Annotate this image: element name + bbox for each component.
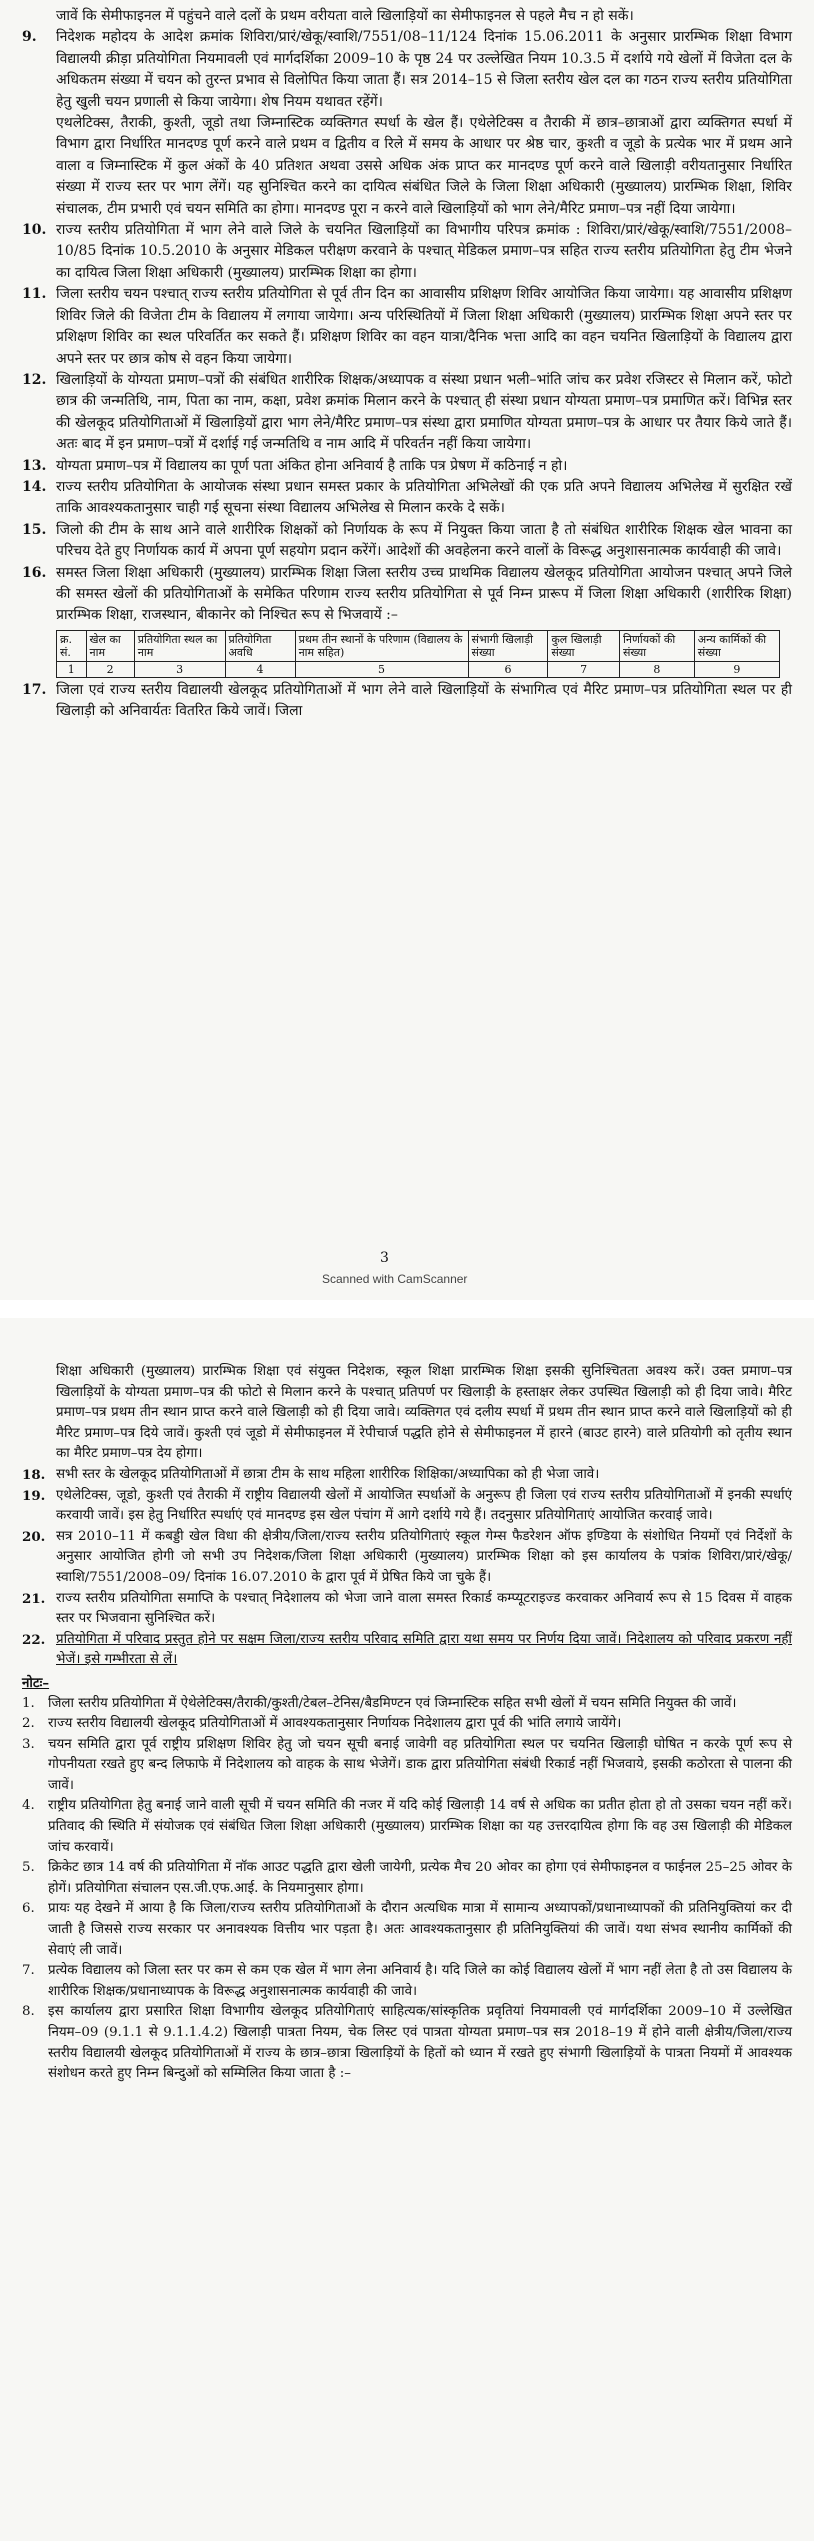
- note-item-4: [22, 1796, 792, 1858]
- item-number: 22.: [22, 1631, 46, 1648]
- page-separator: [0, 1300, 814, 1318]
- list-item-21: [22, 1589, 792, 1630]
- list-item-10: [22, 220, 792, 284]
- item-number: 10.: [22, 222, 47, 239]
- item-17-continuation: शिक्षा अधिकारी (मुख्यालय) प्रारम्भिक शिक्षा एवं संयुक्त निदेशक, स्कूल शिक्षा प्रारम्भिक शिक्षा इसकी सुनिश्चितता अवश्य करें। उक्त प्रमाण–पत्र खिलाड़ियों के योग्यता प्रमाण–पत्र की फोटो से मिलान करने के पश्चात् प्रतिपर्ण पर खिलाड़ी के हस्ताक्षर लेकर उपस्थित खिलाड़ी को ही दिया जावे। मैरिट प्रमाण–पत्र प्रथम तीन स्थान प्राप्त करने वाले खिलाड़ी को ही दिया जावे। व्यक्तिगत एवं दलीय स्पर्धा में प्रथम तीन स्थान प्राप्त करने वाले खिलाड़ियों को ही मैरिट प्रमाण–पत्र दिये जावें। कुश्ती एवं जूडो में सेमीफाइनल में रेपीचार्ज पद्धति होने से सेमीफाइनल में हारने (बाउट हारने) वाले प्रतियोगी को तृतीय स्थान का मैरिट प्रमाण–पत्र देय होगा।: [56, 1364, 792, 1462]
- note-item-8: [22, 2002, 792, 2084]
- list-item-19: [22, 1486, 792, 1527]
- table-cell: 2: [86, 661, 134, 677]
- item-text: राज्य स्तरीय प्रतियोगिता के आयोजक संस्था प्रधान समस्त प्रकार के प्रतियोगिता अभिलेखों की एक प्रति अपने विद्यालय अभिलेख में सुरक्षित रखें ताकि आवश्यकतानुसार चाही गई सूचना संस्था विद्यालय अभिलेख से मिलान करके दे सकें।: [56, 478, 792, 517]
- item-number: 16.: [22, 564, 47, 581]
- note-item-7: [22, 1961, 792, 2002]
- scanner-watermark: Scanned with CamScanner: [322, 1272, 468, 1286]
- item-number: 12.: [22, 371, 47, 388]
- table-header-cell: अन्य कार्मिकों की संख्या: [694, 630, 779, 661]
- list-item-14: [22, 477, 792, 520]
- note-number: 1.: [22, 1695, 35, 1711]
- table-header-row: [57, 630, 780, 661]
- item-text: सभी स्तर के खेलकूद प्रतियोगिताओं में छात्रा टीम के साथ महिला शारीरिक शिक्षिका/अध्यापिका को ही भेजा जावे।: [56, 1466, 600, 1482]
- item-text: जिला स्तरीय चयन पश्चात् राज्य स्तरीय प्रतियोगिता से पूर्व तीन दिन का आवासीय प्रशिक्षण शिविर आयोजित किया जायेगा। यह आवासीय प्रशिक्षण शिविर जिले की विजेता टीम के विद्यालय में लगाया जायेगा। अन्य परिस्थितियों में जिला शिक्षा अधिकारी (मुख्यालय) प्रारम्भिक शिक्षा अपने स्तर पर प्रशिक्षण शिविर का स्थल परिवर्तित कर सकते हैं। प्रशिक्षण शिविर का वहन यात्रा/दैनिक भत्ता आदि का वहन चयनित खिलाड़ियों के विद्यालय द्वारा अपने स्तर पर छात्र कोष से वहन किया जायेगा।: [56, 286, 792, 367]
- table-number-row: [57, 661, 780, 677]
- table-cell: 3: [134, 661, 225, 677]
- note-number: 5.: [22, 1860, 35, 1876]
- item-text: राज्य स्तरीय प्रतियोगिता में भाग लेने वाले जिले के चयनित खिलाड़ियों का विभागीय परिपत्र क्रमांक : शिविरा/प्रारं/खेकू/स्वाशि/7551/2008–10/85 दिनांक 10.5.2010 के अनुसार मेडिकल परीक्षण करवाने के पश्चात् मेडिकल प्रमाण–पत्र सहित राज्य स्तरीय प्रतियोगिता हेतु टीम भेजने का दायित्व जिला शिक्षा अधिकारी (मुख्यालय) प्रारम्भिक शिक्षा का होगा।: [56, 222, 792, 281]
- note-item-3: [22, 1735, 792, 1797]
- note-text: प्रत्येक विद्यालय को जिला स्तर पर कम से कम एक खेल में भाग लेना अनिवार्य है। यदि जिले का कोई विद्यालय खेलों में भाग नहीं लेता है तो उस विद्यालय के शारीरिक शिक्षक/प्रधानाध्यापक के विरूद्ध अनुशासनात्मक कार्यवाही की जावे।: [48, 1963, 792, 1999]
- table-header-cell: प्रतियोगिता अवधि: [225, 630, 295, 661]
- note-text: चयन समिति द्वारा पूर्व राष्ट्रीय प्रशिक्षण शिविर हेतु जो चयन सूची बनाई जावेगी वह प्रतियोगिता स्थल पर चयनित खिलाड़ी घोषित न करके पूर्ण रूप से गोपनीयता रखते हुए बन्द लिफाफे में निदेशालय को वाहक के साथ भेजेगें। डाक द्वारा प्रतियोगिता संबंधी रिकार्ड नहीं भिजवाये, इसकी कठोरता से पालना की जावें।: [48, 1736, 792, 1793]
- item-number: 18.: [22, 1466, 46, 1483]
- item-number: 9.: [22, 29, 37, 46]
- item-number: 14.: [22, 478, 47, 495]
- notes-list: [22, 1694, 792, 2085]
- table-header-cell: खेल का नाम: [86, 630, 134, 661]
- table-header-cell: क्र. सं.: [57, 630, 87, 661]
- list-item-12: [22, 370, 792, 456]
- item-text: जिला एवं राज्य स्तरीय विद्यालयी खेलकूद प्रतियोगिताओं में भाग लेने वाले खिलाड़ियों के संभागित्व एवं मैरिट प्रमाण–पत्र प्रतियोगिता स्थल पर ही खिलाड़ी को अनिवार्यतः वितरित किये जावें। जिला: [56, 681, 792, 720]
- item-number: 19.: [22, 1487, 46, 1504]
- item-text: योग्यता प्रमाण–पत्र में विद्यालय का पूर्ण पता अंकित होना अनिवार्य है ताकि पत्र प्रेषण में कठिनाई न हो।: [56, 457, 568, 474]
- table-cell: 8: [619, 661, 694, 677]
- item-text: सत्र 2010–11 में कबड्डी खेल विधा की क्षेत्रीय/जिला/राज्य स्तरीय प्रतियोगिताएं स्कूल गेम्स फैडरेशन ऑफ इण्डिया के संशोधित नियमों एवं निर्देशों के अनुसार आयोजित होगी जो सभी उप निदेशक/जिला शिक्षा अधिकारी (मुख्यालय) प्रारम्भिक शिक्षा को इस कार्यालय के पत्रांक शिविरा/प्रारं/खेकू/स्वाशि/7551/2008–09/ दिनांक 16.07.2010 के द्वारा पूर्व में प्रेषित किये जा चुके हैं।: [56, 1528, 792, 1585]
- item-text: राज्य स्तरीय प्रतियोगिता समाप्ति के पश्चात् निदेशालय को भेजा जाने वाला समस्त रिकार्ड कम्प्यूटराइज्ड करवाकर अनिवार्य रूप से 15 दिवस में वाहक स्तर पर भिजवाना सुनिश्चित करें।: [56, 1590, 792, 1627]
- item-text: समस्त जिला शिक्षा अधिकारी (मुख्यालय) प्रारम्भिक शिक्षा जिला स्तरीय उच्च प्राथमिक विद्यालय खेलकूद प्रतियोगिता आयोजन पश्चात् अपने जिले की समस्त खेलों की प्रतियोगिताओं के समेकित परिणाम राज्य स्तरीय प्रतियोगिता से पूर्व निम्न प्रारूप में जिला शिक्षा अधिकारी (शारीरिक शिक्षा) प्रारम्भिक शिक्षा, राजस्थान, बीकानेर को निश्चित रूप से भिजवायें :–: [56, 564, 792, 624]
- item-number: 13.: [22, 457, 47, 474]
- list-item-11: [22, 284, 792, 370]
- table-cell: 6: [468, 661, 548, 677]
- table-cell: 4: [225, 661, 295, 677]
- note-item-5: [22, 1858, 792, 1899]
- results-format-table: [56, 630, 780, 678]
- item-text: जिलो की टीम के साथ आने वाले शारीरिक शिक्षकों को निर्णायक के रूप में नियुक्त किया जाता है तो संबंधित शारीरिक शिक्षक खेल भावना का परिचय देते हुए निर्णायक कार्य में अपना पूर्ण सहयोग प्रदान करेंगें। आदेशों की अवहेलना करने वालों के विरूद्ध अनुशासनात्मक कार्यवाही की जावे।: [56, 521, 792, 560]
- page-number: 3: [380, 1250, 389, 1266]
- note-text: राष्ट्रीय प्रतियोगिता हेतु बनाई जाने वाली सूची में चयन समिति की नजर में यदि कोई खिलाड़ी 14 वर्ष से अधिक का प्रतीत होता हो तो उसका चयन नहीं करें। प्रतिवाद की स्थिति में संयोजक एवं संबंधित जिला शिक्षा अधिकारी (मुख्यालय) प्रारम्भिक शिक्षा का यह उत्तरदायित्व होगा कि वह उस खिलाड़ी की मेडिकल जांच करवायें।: [48, 1798, 792, 1855]
- list-item-20: [22, 1527, 792, 1589]
- item-number: 17.: [22, 681, 47, 698]
- page-2-content: [0, 1318, 814, 2085]
- list-item-16: [22, 563, 792, 627]
- item-text: प्रतियोगिता में परिवाद प्रस्तुत होने पर सक्षम जिला/राज्य स्तरीय परिवाद समिति द्वारा यथा समय पर निर्णय दिया जावें। निदेशालय को परिवाद प्रकरण नहीं भेजें। इसे गम्भीरता से लें।: [56, 1631, 792, 1668]
- list-item-17: [22, 680, 792, 723]
- table-header-cell: प्रथम तीन स्थानों के परिणाम (विद्यालय के नाम सहित): [295, 630, 468, 661]
- table-header-cell: निर्णायकों की संख्या: [619, 630, 694, 661]
- note-heading: नोटः–: [22, 1674, 50, 1691]
- note-item-6: [22, 1899, 792, 1961]
- item-number: 21.: [22, 1590, 46, 1607]
- note-text: प्रायः यह देखने में आया है कि जिला/राज्य स्तरीय प्रतियोगिताओं के दौरान अत्यधिक मात्रा में सामान्य अध्यापकों/प्रधानाध्यापकों की प्रतिनियुक्तियां कर दी जाती है जिससे राज्य सरकार पर अनावश्यक वित्तीय भार पड़ता है। अतः आवश्यकतानुसार ही प्रतिनियुक्तियां की जावें। यथा संभव स्थानीय कार्मिकों की सेवाएं ली जावें।: [48, 1901, 792, 1958]
- note-text: क्रिकेट छात्र 14 वर्ष की प्रतियोगिता में नॉक आउट पद्धति द्वारा खेली जायेगी, प्रत्येक मैच 20 ओवर का होगा एवं सेमीफाइनल व फाईनल 25–25 ओवर के होगें। प्रतियोगिता संचालन एस.जी.एफ.आई. के नियमानुसार होगा।: [48, 1860, 792, 1896]
- list-item-9: [22, 27, 792, 113]
- list-item-15: [22, 520, 792, 563]
- note-item-1: [22, 1694, 792, 1715]
- item-text: एथेलेटिक्स, जूडो, कुश्ती एवं तैराकी में राष्ट्रीय विद्यालयी खेलों में आयोजित स्पर्धाओं के अनुरूप ही जिला एवं राज्य स्तरीय प्रतियोगिताओं में इनकी स्पर्धाएं करवायी जावें। इस हेतु निर्धारित स्पर्धाएं एवं मानदण्ड इस खेल पंचांग में आगे दर्शाये गये हैं। तदनुसार प्रतियोगिताएं आयोजित करवाई जावे।: [56, 1487, 792, 1524]
- note-item-2: [22, 1714, 792, 1735]
- note-number: 3.: [22, 1736, 35, 1752]
- page-1-content: [0, 0, 814, 723]
- note-text: जिला स्तरीय प्रतियोगिता में ऐथेलेटिक्स/तैराकी/कुश्ती/टेबल–टेनिस/बैडमिण्टन एवं जिम्नास्टिक सहित सभी खेलों में चयन समिति नियुक्त की जावें।: [48, 1695, 737, 1711]
- item-number: 15.: [22, 521, 47, 538]
- item-9-paragraph-2: एथलेटिक्स, तैराकी, कुश्ती, जूडो तथा जिम्नास्टिक व्यक्तिगत स्पर्धा के खेल हैं। एथेलेटिक्स व तैराकी में छात्र–छात्राओं द्वारा व्यक्तिगत स्पर्धा में विभाग द्वारा निर्धारित मानदण्ड पूर्ण करने वाले प्रथम व द्वितीय व रिले में समय के आधार पर श्रेष्ठ चार, कुश्ती व जूडो के प्रत्येक भार में प्रथम आने वाला व जिम्नास्टिक में कुल अंकों के 40 प्रतिशत अथवा उससे अधिक अंक प्राप्त कर मानदण्ड पूर्ण करने वाले खिलाड़ी वरीयतानुसार निर्धारित संख्या में राज्य स्तर पर भाग लेंगें। यह सुनिश्चित करने का दायित्व संबंधित जिले के जिला शिक्षा अधिकारी (मुख्यालय) प्रारम्भिक शिक्षा, शिविर संचालक, टीम प्रभारी एवं चयन समिति का होगा। मानदण्ड पूरा न करने वाले खिलाड़ियों को भाग लेने/मैरिट प्रमाण–पत्र नहीं दिया जायेगा।: [56, 115, 792, 217]
- item-number: 11.: [22, 286, 47, 303]
- document-page-2: [0, 1318, 814, 2541]
- note-number: 8.: [22, 2004, 35, 2020]
- item-text: खिलाड़ियों के योग्यता प्रमाण–पत्रों की संबंधित शारीरिक शिक्षक/अध्यापक व संस्था प्रधान भली–भांति जांच कर प्रवेश रजिस्टर से मिलान करें, फोटो छात्र की जन्मतिथि, नाम, पिता का नाम, कक्षा, प्रवेश क्रमांक मिलान करने के पश्चात् ही संस्था प्रधान योग्यता प्रमाण–पत्र प्रमाणित करें। विभिन्न स्तर की खेलकूद प्रतियोगिताओं में खिलाड़ियों द्वारा भाग लेने/मैरिट प्रमाण–पत्र संस्था द्वारा प्रमाणित योग्यता प्रमाण–पत्र के आधार पर तैयार किये जाते हैं। अतः बाद में इन प्रमाण–पत्रों में दर्शाई गई जन्मतिथि व नाम आदि में परिवर्तन नहीं किया जायेगा।: [56, 371, 792, 453]
- list-item-13: [22, 456, 792, 477]
- note-number: 6.: [22, 1901, 35, 1917]
- note-text: राज्य स्तरीय विद्यालयी खेलकूद प्रतियोगिताओं में आवश्यकतानुसार निर्णायक निदेशालय द्वारा पूर्व की भांति लगाये जायेंगे।: [48, 1716, 622, 1732]
- table-cell: 5: [295, 661, 468, 677]
- list-item-18: [22, 1465, 792, 1486]
- note-number: 2.: [22, 1716, 35, 1732]
- table-header-cell: संभागी खिलाड़ी संख्या: [468, 630, 548, 661]
- table-cell: 1: [57, 661, 87, 677]
- table-header-cell: कुल खिलाड़ी संख्या: [548, 630, 620, 661]
- table-cell: 9: [694, 661, 779, 677]
- table-header-cell: प्रतियोगिता स्थल का नाम: [134, 630, 225, 661]
- item-text: निदेशक महोदय के आदेश क्रमांक शिविरा/प्रारं/खेकू/स्वाशि/7551/08–11/124 दिनांक 15.06.2011 के अनुसार प्रारम्भिक शिक्षा विभाग विद्यालयी क्रीड़ा प्रतियोगिता नियमावली एवं मार्गदर्शिका 2009–10 के पृष्ठ 24 पर उल्लेखित नियम 10.3.5 में दर्शाये गये खेलों में विजेता दल के अधिकतम संख्या में चयन को तुरन्त प्रभाव से विलोपित किया जाता हैं। सत्र 2014–15 से जिला स्तरीय खेल दल का गठन राज्य स्तरीय प्रतियोगिता हेतु खुली चयन प्रणाली से किया जायेगा। शेष नियम यथावत रहेंगें।: [56, 29, 792, 110]
- list-item-22: [22, 1630, 792, 1671]
- note-text: इस कार्यालय द्वारा प्रसारित शिक्षा विभागीय खेलकूद प्रतियोगिताएं साहित्यक/सांस्कृतिक प्रवृतियां नियमावली एवं मार्गदर्शिका 2009–10 में उल्लेखित नियम–09 (9.1.1 से 9.1.1.4.2) खिलाड़ी पात्रता नियम, चेक लिस्ट एवं पात्रता योग्यता प्रमाण–पत्र सत्र 2018–19 में होने वाली क्षेत्रीय/जिला/राज्य स्तरीय विद्यालयी खेलकूद प्रतियोगिताओं में राज्य के छात्र–छात्रा खिलाड़ियों के हितों को ध्यान में रखते हुए संभागी खिलाड़ियों के पात्रता नियमों में आवश्यक संशोधन करते हुए निम्न बिन्दुओं को सम्मिलित किया जाता है :–: [48, 2004, 792, 2082]
- note-number: 4.: [22, 1798, 35, 1814]
- item-number: 20.: [22, 1528, 46, 1545]
- table-cell: 7: [548, 661, 620, 677]
- note-number: 7.: [22, 1963, 35, 1979]
- intro-paragraph: जावें कि सेमीफाइनल में पहुंचने वाले दलों के प्रथम वरीयता वाले खिलाड़ियों का सेमीफाइनल से पहले मैच न हो सकें।: [56, 8, 634, 24]
